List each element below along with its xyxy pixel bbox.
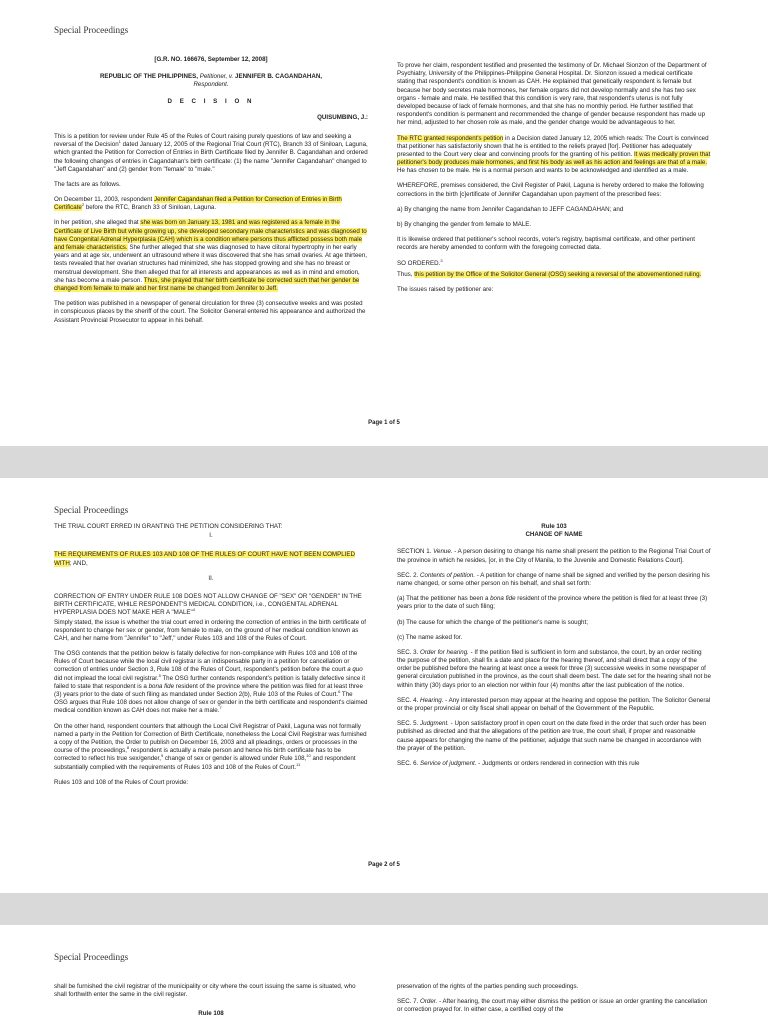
left-column (54, 56, 368, 332)
highlight: THE REQUIREMENTS OF RULES 103 AND 108 OF THE RULES OF COURT HAVE NOT BEEN COMPLIED WITH (54, 551, 355, 567)
rule-section: SEC. 7. Order. - After hearing, the court may either dismiss the petition or issue an order granting the cancellation or correction prayed for. In either case, a certified copy of the (397, 998, 708, 1014)
paragraph: It is likewise ordered that petitioner's school records, voter's registry, baptismal certificate, and other pertinent records are hereby amended to conform with the foregoing corrected data. (397, 236, 696, 252)
page-number: Page 2 of 5 (368, 862, 400, 868)
right-column (397, 62, 711, 301)
paragraph: On the other hand, respondent counters that although the Local Civil Registrar of Pakil, Laguna was not formally named a party in the Petition for Correction of Birth Certificate, nonetheless the Local Civil Registrar was furnished a copy of the Petition, the Order to publish on December 16, 2003 and all pleadings, orders or processes in the course of the proceedings,$^8$ respondent is actually a male person and hence his birth certificate has to be corrected to reflect his true sex/gender,$^9$ change of sex or gender is allowed under Rule 108,10 and respondent substantially complied with the requirements of Rules 103 and 108 of the Rules of Court.$^{11}$ (54, 722, 367, 771)
paragraph: The OSG contends that the petition below is fatally defective for non-compliance with Rules 103 and 108 of the Rules of Court because while the local civil registrar is an indispensable party in a petition for cancellation or correction of entries under Section 3, Rule 108 of the Rules of Court, respondent's petition before the court a quo did not implead the local civil registrar.$^5$ The OSG further contends respondent's petition is fatally defective since it failed to state that respondent is a bona fide resident of the province where the petition was filed for at least three (3) years prior to the date of such filing as mandated under Section 2(b), Rule 103 of the Rules of Court.$^6$ The OSG argues that Rule 108 does not allow change of sex or gender in the birth certificate and respondent's claimed medical condition known as CAH does not make her a male.$^7$ (54, 650, 368, 715)
paragraph: In her petition, she alleged that she was born on January 13, 1981 and was registered as a female in the Certificate of Live Birth but while growing up, she developed secondary male characteristics and was diagnosed to have Congenital Adrenal Hyperplasia (CAH) which is a condition where persons thus afflicted possess both male and female characteristics. She further alleged that she was diagnosed to have clitoral hypertrophy in her early years and at age six, underwent an ultrasound where it was discovered that she has small ovaries. At age thirteen, tests revealed that her ovarian structures had minimized, she has stopped growing and she has no breast or menstrual development. She then alleged that for all interests and appearances as well as in mind and emotion, she has become a male person. Thus, she prayed that her birth certificate be corrected such that her gender be changed from female to male and her first name be changed from Jennifer to Jeff. (54, 219, 367, 292)
document-page-1 (0, 0, 768, 446)
highlight: Thus, she prayed that her birth certificate be corrected such that her gender be changed from female to male and her first name be changed from Jennifer to Jeff. (54, 276, 360, 292)
issue-intro: THE TRIAL COURT ERRED IN GRANTING THE PETITION CONSIDERING THAT: (54, 523, 283, 530)
paragraph: On December 11, 2003, respondent Jennifer Cagandahan filed a Petition for Correction of Entries in Birth Certificate$^2$ before the RTC, Branch 33 of Siniloan, Laguna. (54, 196, 342, 212)
rule-section: (c) The name asked for. (397, 633, 463, 641)
paragraph: This is a petition for review under Rule 45 of the Rules of Court raising purely questions of law and seeking a reversal of the Decision$^1$ dated January 12, 2005 of the Regional Trial Court (RTC), Branch 33 of Siniloan, Laguna, which granted the Petition for Correction of Entries in Birth Certificate filed by Jennifer B. Cagandahan and ordered the following changes of entries in Cagandahan's birth certificate: (1) the name "Jennifer Cagandahan" changed to "Jeff Cagandahan" and (2) gender from "female" to "male." (54, 132, 368, 173)
running-header: Special Proceedings (54, 25, 129, 35)
paragraph: Simply stated, the issue is whether the trial court erred in ordering the correction of entries in the birth certificate of respondent to change her sex or gender, from female to male, on the ground of her medical condition known as CAH, and her name from "Jennifer" to "Jeff," under Rules 103 and 108 of the Rules of Court. (54, 618, 366, 642)
document-page-2 (0, 478, 768, 893)
paragraph: The RTC granted respondent's petition in a Decision dated January 12, 2005 which reads: The Court is convinced that petitioner has satisfactorily shown that he is entitled to the reliefs prayed [for]. Petitioner has adequately presented to the Court very clear and convincing proofs for the granting of his petition. It was medically proven that petitioner's body produces male hormones, and first his body as well as his action and feelings are that of a male. He has chosen to be male. He is a normal person and wants to be acknowledged and identified as a male. (397, 134, 711, 175)
issue-two: CORRECTION OF ENTRY UNDER RULE 108 DOES NOT ALLOW CHANGE OF "SEX" OR "GENDER" IN THE BIRTH CERTIFICATE, WHILE RESPONDENT'S MEDICAL CONDITION, i.e., CONGENITAL ADRENAL HYPERPLASIA DOES NOT MAKE HER A "MALE"$^4$ (54, 592, 362, 617)
paragraph: b) By changing the gender from female to MALE. (397, 221, 532, 228)
rule-section: SEC. 5. Judgment. - Upon satisfactory proof in open court on the date fixed in the order that such order has been published as directed and that the allegations of the petition are true, the court shall, if proper and reasonable cause appears for changing the name of the petitioner, adjudge that such name be changed in accordance with the prayer of the petition. (397, 720, 707, 752)
rule-section: SECTION 1. Venue. - A person desiring to change his name shall present the petition to the Regional Trial Court of the province in which he resides, [or, in the City of Manila, to the Juvenile and Domestic Relations Court]. (397, 548, 711, 564)
page-number: Page 1 of 5 (368, 420, 400, 426)
paragraph: WHEREFORE, premises considered, the Civil Register of Pakil, Laguna is hereby ordered to make the following corrections in the birth [c]ertificate of Jennifer Cagandahan upon payment of the prescribed fees: (397, 182, 704, 198)
paragraph: preservation of the rights of the parties pending such proceedings. (397, 983, 579, 990)
issue-number: I. (209, 532, 213, 540)
rule-subtitle: CHANGE OF NAME (525, 531, 583, 539)
case-number: [G.R. NO. 166676, September 12, 2008] (154, 56, 268, 63)
highlight: she was born on January 13, 1981 and was registered as a female in the Certificate of Live Birth but while growing up, she developed secondary male characteristics and was diagnosed to have Congenital Adrenal Hyperplasia (CAH) which is a condition where persons thus afflicted possess both male and female characteristics. (54, 219, 367, 251)
rule-title: Rule 108 (198, 1010, 224, 1018)
paragraph: shall be furnished the civil registrar of the municipality or city where the court issuing the same is situated, who shall forthwith enter the same in the civil register. (54, 983, 356, 999)
rule-section: (b) The cause for which the change of the petitioner's name is sought; (397, 618, 588, 626)
running-header: Special Proceedings (54, 952, 129, 962)
paragraph: SO ORDERED.$^3$ (397, 257, 443, 267)
decision-heading: D E C I S I O N (167, 97, 255, 105)
ponente: QUISUMBING, J.: (317, 113, 368, 121)
right-column (397, 983, 711, 1022)
highlight: It was medically proven that petitioner's body produces male hormones, and first his body as well as his action and feelings are that of a male. (397, 150, 711, 167)
paragraph: To prove her claim, respondent testified and presented the testimony of Dr. Michael Sionzon of the Department of Psychiatry, University of the Philippines-Philippine General Hospital. Dr. Sionzon issued a medical certificate stating that respondent's condition is known as CAH. He explained that genetically respondent is female but because her body secretes male hormones, her female organs did not develop normally and she has two sex organs - female and male. He testified that this condition is very rare, that respondent's uterus is not fully developed because of lack of female hormones, and that she has no monthly period. He further testified that respondent's condition is permanent and recommended the change of gender because respondent has made up her mind, adjusted to her chosen role as male, and the gender change would be advantageous to her. (397, 62, 707, 127)
case-parties: REPUBLIC OF THE PHILIPPINES, Petitioner, v. JENNIFER B. CAGANDAHAN, Respondent. (99, 73, 323, 89)
highlight: Jennifer Cagandahan filed a Petition for Correction of Entries in Birth Certificate (54, 196, 342, 212)
right-column (397, 523, 711, 775)
rule-section: SEC. 6. Service of judgment. - Judgments or orders rendered in connection with this rule (397, 759, 640, 767)
paragraph: The facts are as follows. (54, 180, 121, 188)
paragraph: Thus, this petition by the Office of the Solicitor General (OSG) seeking a reversal of the abovementioned ruling. (397, 270, 702, 278)
document-page-3 (0, 925, 768, 1024)
left-column (54, 983, 368, 1024)
rule-title: Rule 103 (541, 523, 567, 530)
rule-section: SEC. 2. Contents of petition. - A petition for change of name shall be signed and verified by the person desiring his name changed, or some other person on his behalf, and shall set forth: (397, 571, 710, 587)
rule-section: SEC. 3. Order for hearing. - If the petition filed is sufficient in form and substance, the court, by an order reciting the purpose of the petition, shall fix a date and place for the hearing thereof, and shall direct that a copy of the order be published before the hearing at least once a week for three (3) successive weeks in some newspaper of general circulation published in the province, as the court shall deem best. The date set for the hearing shall not be within thirty (30) days prior to an election nor within four (4) months after the last publication of the notice. (397, 648, 711, 689)
rule-section: (a) That the petitioner has been a bona fide resident of the province where the petition is filed for at least three (3) years prior to the date of such filing; (397, 595, 708, 611)
running-header: Special Proceedings (54, 505, 129, 515)
rule-section: SEC. 4. Hearing. - Any interested person may appear at the hearing and oppose the petition. The Solicitor General or the proper provincial or city fiscal shall appear on behalf of the Government of the Republic. (397, 696, 711, 712)
paragraph: The petition was published in a newspaper of general circulation for three (3) consecutive weeks and was posted in conspicuous places by the sheriff of the court. The Solicitor General entered his appearance and authorized the Assistant Provincial Prosecutor to appear in his behalf. (54, 300, 366, 324)
highlight: this petition by the Office of the Solicitor General (OSG) seeking a reversal of the abovementioned ruling. (414, 270, 702, 278)
paragraph: a) By changing the name from Jennifer Cagandahan to JEFF CAGANDAHAN; and (397, 205, 624, 213)
issue-one: THE REQUIREMENTS OF RULES 103 AND 108 OF THE RULES OF COURT HAVE NOT BEEN COMPLIED WITH; AND, (54, 551, 355, 567)
issue-number: II. (208, 574, 214, 582)
paragraph: Rules 103 and 108 of the Rules of Court provide: (54, 778, 189, 786)
highlight: The RTC granted respondent's petition (397, 134, 504, 142)
left-column (54, 523, 368, 794)
paragraph: The issues raised by petitioner are: (397, 285, 494, 293)
